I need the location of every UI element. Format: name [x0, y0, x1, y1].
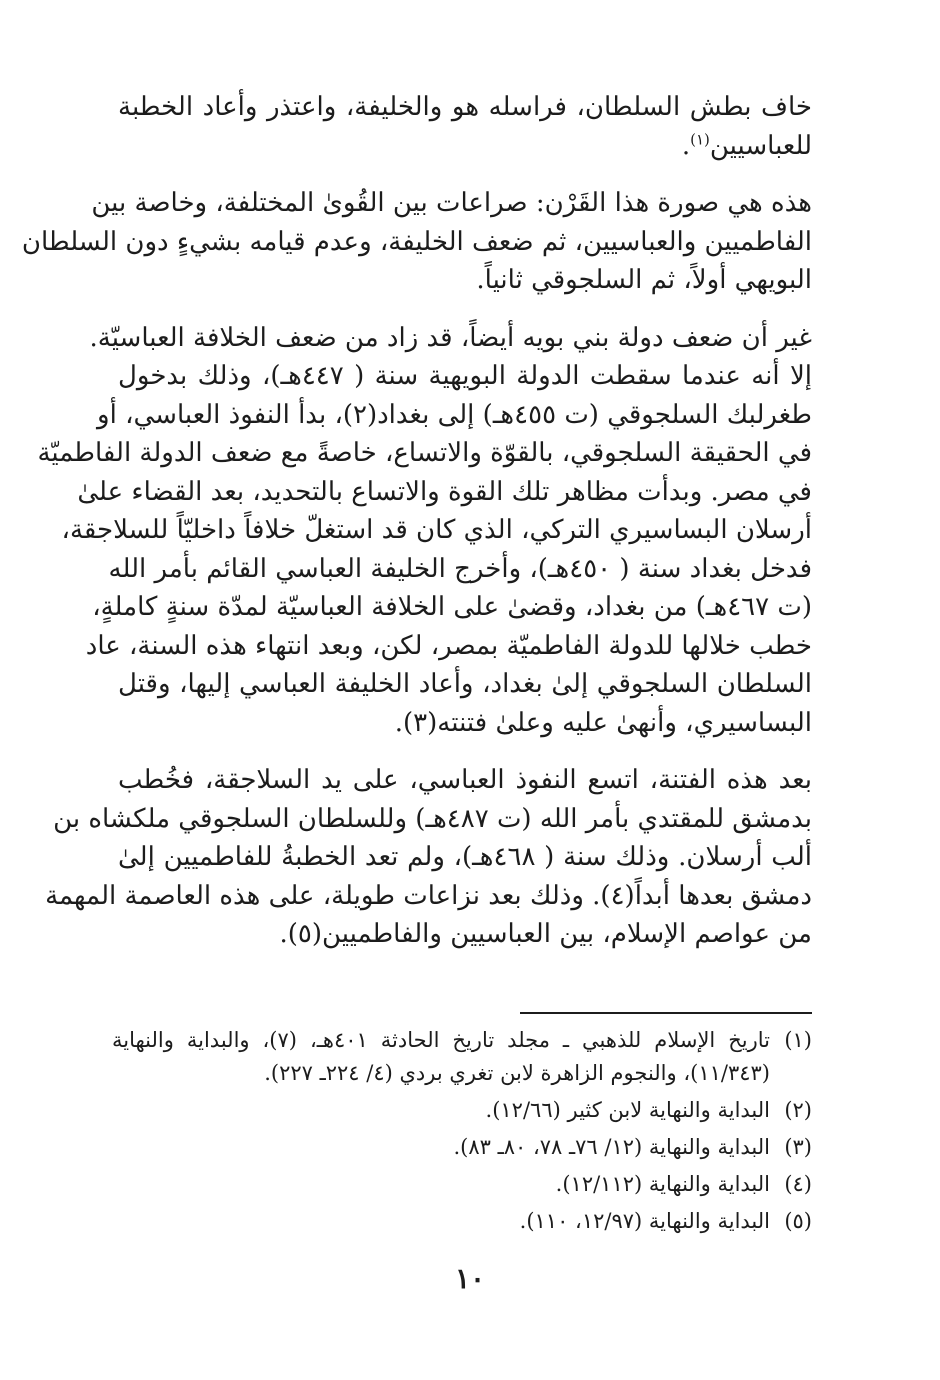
text-line: (ت ٤٦٧هـ) من بغداد، وقضىٰ على الخلافة العباسيّة لمدّة سنةٍ كاملةٍ، — [92, 592, 812, 622]
text-fragment: . — [681, 130, 691, 161]
text-line: البساسيري، وأنهىٰ عليه وعلىٰ فتنته(٣). — [394, 707, 812, 738]
footnote-text — [112, 1205, 770, 1238]
text-line: من عواصم الإسلام، بين العباسيين والفاطميين(٥). — [279, 919, 812, 949]
text-line: ألب أرسلان. وذلك سنة ( ٤٦٨هـ)، ولم تعد الخطبةُ للفاطميين إلىٰ — [118, 842, 812, 872]
text-line — [118, 127, 812, 166]
footnote-line: البداية والنهاية (١٢/٩٧، ١١٠). — [519, 1209, 770, 1233]
footnote-number: (١) — [784, 1028, 812, 1052]
text-line: في مصر. وبدأت مظاهر تلك القوة والاتساع بالتحديد، بعد القضاء علىٰ — [77, 476, 812, 507]
footnotes — [112, 1024, 812, 1238]
text-line: السلطان السلجوقي إلىٰ بغداد، وأعاد الخليفة العباسي إليها، وقتل — [118, 669, 812, 699]
footnote-item — [112, 1205, 812, 1238]
text-line: طغرلبك السلجوقي (ت ٤٥٥هـ) إلى بغداد(٢)، بدأ النفوذ العباسي، أو — [97, 399, 812, 430]
text-line: بدمشق للمقتدي بأمر الله (ت ٤٨٧هـ) وللسلطان السلجوقي ملكشاه بن — [53, 803, 812, 834]
text-line: هذه هي صورة هذا القَرْن: صراعات بين القُوىٰ المختلفة، وخاصة بين — [91, 188, 812, 218]
text-line: خطب خلالها للدولة الفاطميّة بمصر، لكن، وبعد انتهاء هذه السنة، عاد — [85, 630, 812, 661]
footnote-item — [112, 1168, 812, 1201]
page-number: ١٠ — [454, 1262, 486, 1295]
footnote-number: (٤) — [784, 1172, 812, 1196]
text-fragment: للعباسيين — [709, 130, 812, 161]
main-text — [21, 88, 813, 954]
text-line: أرسلان البساسيري التركي، الذي كان قد استغلّ خلافاً داخليّاً للسلاجقة، — [61, 515, 812, 545]
text-line: البويهي أولاً، ثم السلجوقي ثانياً. — [476, 265, 812, 295]
footnote-text — [112, 1024, 770, 1090]
footnote-line: البداية والنهاية لابن كثير (١٢/٦٦). — [485, 1098, 770, 1122]
footnote-number: (٢) — [784, 1098, 812, 1122]
text-line: الفاطميين والعباسيين، ثم ضعف الخليفة، وعدم قيامه بشيءٍ دون السلطان — [21, 226, 812, 257]
footnote-text — [112, 1168, 770, 1201]
text-line: غير أن ضعف دولة بني بويه أيضاً، قد زاد من ضعف الخلافة العباسيّة. — [89, 322, 812, 353]
footnote-line: (١١/٣٤٣)، والنجوم الزاهرة لابن تغري بردي (٤/ ٢٢٤ـ ٢٢٧). — [264, 1061, 770, 1085]
text-line: إلا أنه عندما سقطت الدولة البويهية سنة ( ٤٤٧هـ)، وذلك بدخول — [118, 361, 813, 391]
footnote-item — [112, 1024, 812, 1090]
footnote-number: (٥) — [784, 1209, 812, 1233]
footnote-line: تاريخ الإسلام للذهبي ـ مجلد تاريخ الحادثة ٤٠١هـ، (٧)، والبداية والنهاية — [112, 1028, 771, 1052]
footnote-separator — [520, 1012, 812, 1014]
footnote-item — [112, 1131, 812, 1164]
footnote-item — [112, 1094, 812, 1127]
text-line: بعد هذه الفتنة، اتسع النفوذ العباسي، على يد السلاجقة، فخُطب — [118, 765, 812, 795]
footnote-number: (٣) — [784, 1135, 812, 1159]
footnote-text — [112, 1094, 770, 1127]
text-line: في الحقيقة السلجوقي، بالقوّة والاتساع، خاصةً مع ضعف الدولة الفاطميّة — [37, 438, 812, 468]
footnote-text — [112, 1131, 770, 1164]
footnote-ref: (١) — [690, 129, 710, 148]
text-line: دمشق بعدها أبداً(٤). وذلك بعد نزاعات طويلة، على هذه العاصمة المهمة — [45, 880, 812, 911]
text-line: خاف بطش السلطان، فراسله هو والخليفة، واعتذر وأعاد الخطبة — [118, 92, 812, 122]
text-line: فدخل بغداد سنة ( ٤٥٠هـ)، وأخرج الخليفة العباسي القائم بأمر الله — [108, 553, 812, 584]
footnote-line: البداية والنهاية (١٢/ ٧٦ـ ٧٨، ٨٠ـ ٨٣). — [453, 1135, 770, 1159]
footnote-line: البداية والنهاية (١٢/١١٢). — [555, 1172, 770, 1196]
